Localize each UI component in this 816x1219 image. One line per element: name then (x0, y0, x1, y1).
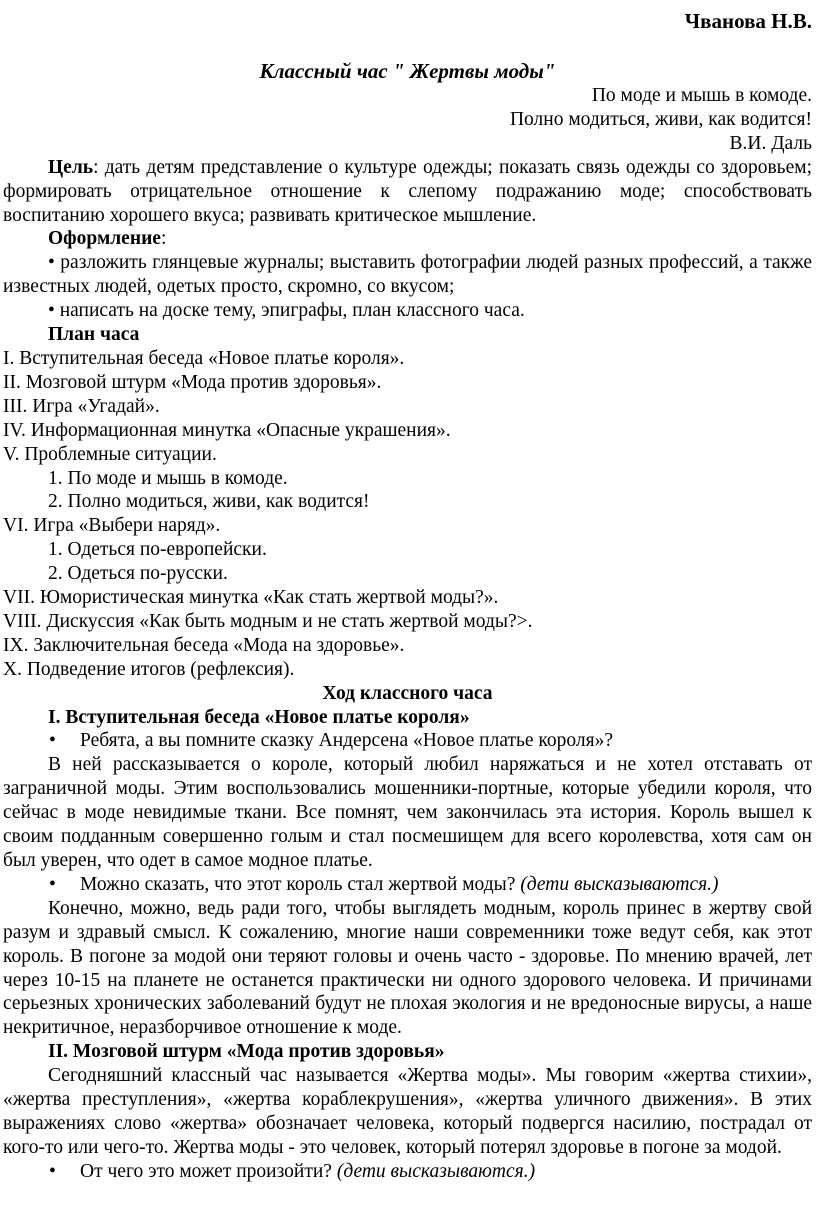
section-2-bullet-1 (3, 1160, 812, 1184)
course-heading: Ход классного часа (322, 682, 493, 704)
bullet-text: Ребята, а вы помните сказку Андерсена «Новое платье короля»? (80, 730, 613, 752)
epigraph-attribution: В.И. Даль (729, 132, 812, 154)
section-1-paragraph-1: В ней рассказывается о короле, который любил наряжаться и не хотел отставать от заграничной моды. Этим воспользовались мошенники-портные, которые убедили короля, что сейчас в моде невидимые ткани. Все помнят, чем закончилась эта история. Король вышел к своим подданным совершенно голым и стал посмешищем для всего королевства, хотя сам он был уверен, что одет в самое модное платье. (3, 754, 812, 871)
plan-item-5: V. Проблемные ситуации. (3, 443, 217, 465)
plan-item-1: I. Вступительная беседа «Новое платье короля». (3, 347, 405, 369)
plan-item-9: IX. Заключительная беседа «Мода на здоровье». (3, 634, 405, 656)
goal-text: : дать детям представление о культуре одежды; показать связь одежды со здоровьем; формировать отрицательное отношение к слепому подражанию моде; способствовать воспитанию хорошего вкуса; развивать критическое мышление. (3, 156, 812, 226)
plan-item-4: IV. Информационная минутка «Опасные украшения». (3, 419, 451, 441)
plan-item-10: X. Подведение итогов (рефлексия). (3, 658, 295, 680)
epigraph-line-1: По моде и мышь в комоде. (591, 85, 812, 106)
section-1-bullet-1 (3, 729, 812, 753)
plan-item-5-1: 1. По моде и мышь в комоде. (48, 467, 288, 489)
section-1-heading: I. Вступительная беседа «Новое платье короля» (48, 706, 470, 728)
bullet-icon: • (49, 1160, 56, 1182)
bullet-text: От чего это может произойти? (80, 1160, 337, 1182)
section-2-paragraph-1: Сегодняшний классный час называется «Жертва моды». Мы говорим «жертва стихии», «жертва преступления», «жертва кораблекрушения», «жертва уличного движения». В этих выражениях слово «жертва» обозначает человека, который подвергся насилию, пострадал от кого-то или чего-то. Жертва моды - это человек, который потерял здоровье в погоне за модой. (3, 1065, 812, 1158)
bullet-note: (дети высказываются.) (520, 873, 719, 895)
plan-item-6: VI. Игра «Выбери наряд». (3, 515, 221, 537)
document-title: Классный час " Жертвы моды" (259, 59, 556, 83)
section-1-paragraph-2: Конечно, можно, ведь ради того, чтобы выглядеть модным, король принес в жертву свой разум и здравый смысл. К сожалению, многие наши современники тоже ведут себя, как этот король. В погоне за модой они теряют головы и очень часто - здоровье. По мнению врачей, лет через 10-15 на планете не останется практически ни одного здорового человека. И причинами серьезных хронических заболеваний будут не плохая экология и не вредоносные вирусы, а наше некритичное, неразборчивое отношение к моде. (3, 897, 812, 1039)
plan-item-2: II. Мозговой штурм «Мода против здоровья». (3, 371, 382, 393)
author-name: Чванова Н.В. (684, 9, 812, 33)
goal-paragraph (3, 156, 812, 228)
goal-label: Цель (48, 156, 94, 178)
plan-item-7: VII. Юмористическая минутка «Как стать жертвой моды?». (3, 587, 499, 609)
bullet-note: (дети высказываются.) (336, 1160, 536, 1182)
bullet-text: Можно сказать, что этот король стал жертвой моды? (80, 873, 521, 895)
bullet-icon: • (49, 873, 56, 895)
plan-item-5-2: 2. Полно модиться, живи, как водится! (48, 491, 370, 513)
section-2-heading: II. Мозговой штурм «Мода против здоровья» (48, 1041, 445, 1063)
plan-item-6-2: 2. Одеться по-русски. (48, 563, 228, 585)
bullet-icon: • (49, 730, 56, 752)
plan-item-3: III. Игра «Угадай». (3, 395, 160, 417)
design-heading (3, 227, 812, 251)
design-colon: : (160, 228, 167, 250)
plan-item-8: VIII. Дискуссия «Как быть модным и не стать жертвой моды?>. (3, 610, 533, 632)
epigraph-line-2: Полно модиться, живи, как водится! (509, 108, 812, 130)
plan-heading: План часа (48, 324, 140, 346)
design-item-1: • разложить глянцевые журналы; выставить фотографии людей разных профессий, а также известных людей, одетых просто, скромно, со вкусом; (3, 252, 812, 298)
section-1-bullet-2 (3, 873, 812, 897)
design-item-2: • написать на доске тему, эпиграфы, план классного часа. (48, 300, 525, 322)
plan-item-6-1: 1. Одеться по-европейски. (48, 539, 267, 561)
design-label: Оформление (48, 228, 161, 250)
